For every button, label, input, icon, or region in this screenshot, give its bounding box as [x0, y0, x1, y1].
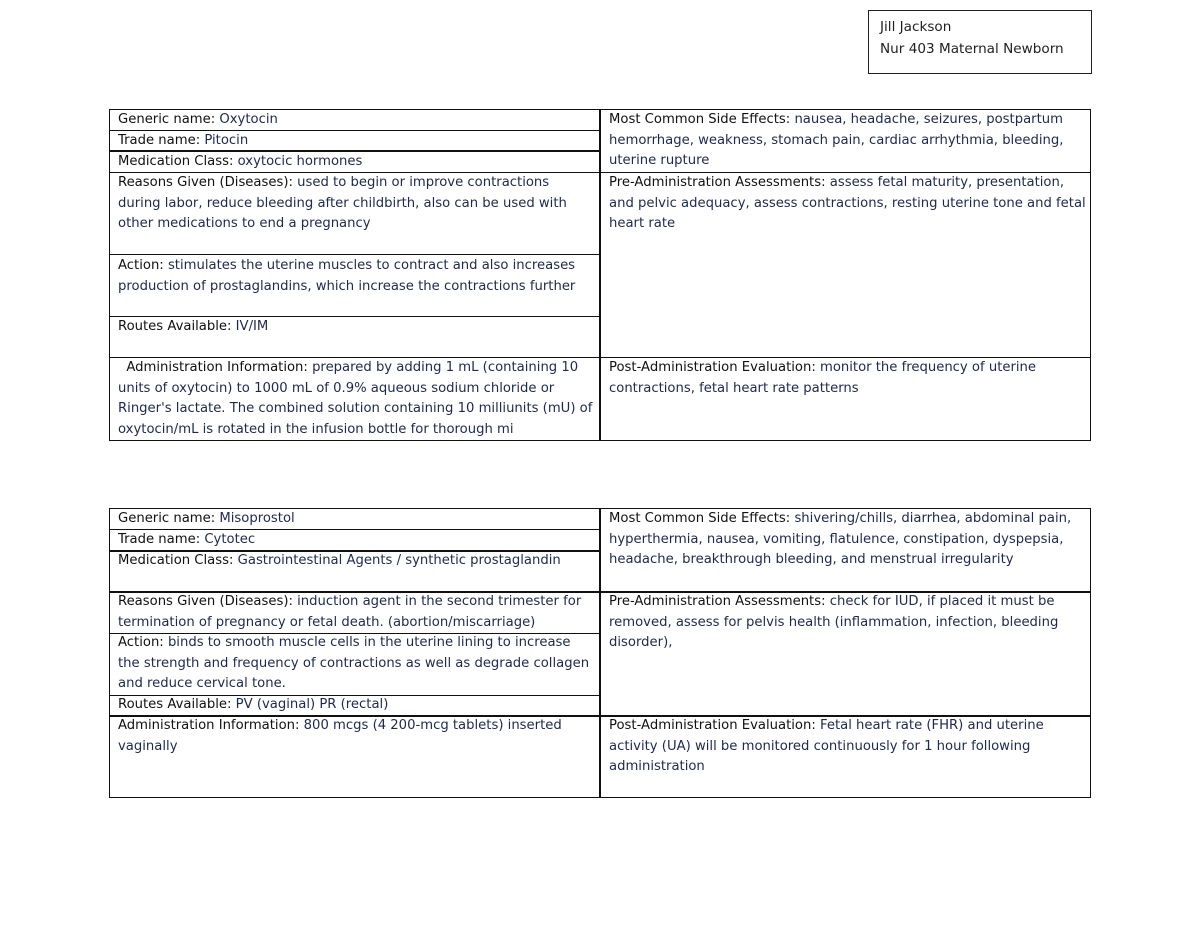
field-label: Most Common Side Effects: [609, 511, 795, 526]
field-label: Action: [118, 258, 168, 273]
trade-name-value: Cytotec [204, 532, 256, 547]
field-label: Trade name: [118, 532, 205, 547]
table-border [1090, 109, 1091, 441]
field-label: Routes Available: [118, 319, 236, 334]
medication-class-cell [110, 551, 599, 591]
field-label: Administration Information: [118, 718, 304, 733]
routes-available-value: PV (vaginal) PR (rectal) [235, 697, 389, 712]
field-label: Generic name: [118, 112, 220, 127]
routes-available-cell [110, 695, 599, 715]
student-name: Jill Jackson [880, 19, 952, 35]
trade-name-cell [110, 131, 599, 150]
action-cell [110, 256, 599, 316]
pre-administration-cell [601, 173, 1090, 357]
field-label: Action: [118, 635, 168, 650]
field-label: Reasons Given (Diseases): [118, 175, 298, 190]
medication-class-value: Gastrointestinal Agents / synthetic prostaglandin [237, 553, 561, 568]
field-label: Routes Available: [118, 697, 236, 712]
trade-name-value: Pitocin [204, 133, 249, 148]
medication-class-value: oxytocic hormones [237, 154, 363, 169]
table-border [1090, 508, 1091, 798]
side-effects-value: shivering/chills, diarrhea, abdominal pain, hyperthermia, nausea, vomiting, flatulence, constipation, dyspepsia, headache, breakthrough bleeding, and menstrual irregularity [609, 511, 1072, 568]
field-label: Administration Information: [118, 360, 313, 375]
reasons-given-value: used to begin or improve contractions during labor, reduce bleeding after childbirth, also can be used with other medications to end a pregnancy [118, 175, 567, 232]
field-label: Medication Class: [118, 553, 238, 568]
administration-info-value: prepared by adding 1 mL (containing 10 units of oxytocin) to 1000 mL of 0.9% aqueous sodium chloride or Ringer's lactate. The combined solution containing 10 milliunits (mU) of oxytocin/mL is rotated in the infusion bottle for thorough mi [118, 360, 597, 437]
field-label: Post-Administration Evaluation: [609, 718, 820, 733]
trade-name-cell [110, 530, 599, 550]
administration-info-cell [110, 716, 599, 797]
generic-name-cell [110, 110, 599, 130]
pre-administration-cell [601, 592, 1090, 715]
header-name-box [868, 10, 1092, 74]
administration-info-cell [110, 358, 599, 440]
field-label: Pre-Administration Assessments: [609, 175, 830, 190]
post-administration-value: monitor the frequency of uterine contractions, fetal heart rate patterns [609, 360, 1037, 396]
field-label: Post-Administration Evaluation: [609, 360, 820, 375]
course-title: Nur 403 Maternal Newborn [880, 41, 1064, 57]
routes-available-value: IV/IM [235, 319, 269, 334]
side-effects-cell [601, 509, 1090, 591]
field-label: Reasons Given (Diseases): [118, 594, 298, 609]
pre-administration-value: assess fetal maturity, presentation, and pelvic adequacy, assess contractions, resting uterine tone and fetal heart rate [609, 175, 1086, 232]
post-administration-value: Fetal heart rate (FHR) and uterine activity (UA) will be monitored continuously for 1 hour following administration [609, 718, 1044, 775]
administration-info-value: 800 mcgs (4 200-mcg tablets) inserted vaginally [118, 718, 562, 754]
action-value: binds to smooth muscle cells in the uterine lining to increase the strength and frequency of contractions as well as degrade collagen and reduce cervical tone. [118, 635, 590, 692]
action-value: stimulates the uterine muscles to contract and also increases production of prostaglandins, which increase the contractions further [118, 258, 576, 294]
pre-administration-value: check for IUD, if placed it must be removed, assess for pelvis health (inflammation, infection, bleeding disorder), [609, 594, 1059, 651]
field-label: Most Common Side Effects: [609, 112, 795, 127]
field-label: Medication Class: [118, 154, 238, 169]
generic-name-value: Oxytocin [219, 112, 278, 127]
side-effects-cell [601, 110, 1090, 172]
field-label: Pre-Administration Assessments: [609, 594, 830, 609]
medication-class-cell [110, 152, 599, 172]
reasons-given-cell [110, 173, 599, 254]
row-divider [109, 254, 600, 255]
field-label: Generic name: [118, 511, 220, 526]
generic-name-value: Misoprostol [219, 511, 295, 526]
post-administration-cell [601, 358, 1090, 440]
post-administration-cell [601, 716, 1090, 797]
reasons-given-value: induction agent in the second trimester for termination of pregnancy or fetal death. (abortion/miscarriage) [118, 594, 582, 630]
field-label: Trade name: [118, 133, 205, 148]
generic-name-cell [110, 509, 599, 529]
routes-available-cell [110, 317, 599, 357]
action-cell [110, 633, 599, 695]
reasons-given-cell [110, 592, 599, 633]
side-effects-value: nausea, headache, seizures, postpartum hemorrhage, weakness, stomach pain, cardiac arrhythmia, bleeding, uterine rupture [609, 112, 1064, 169]
